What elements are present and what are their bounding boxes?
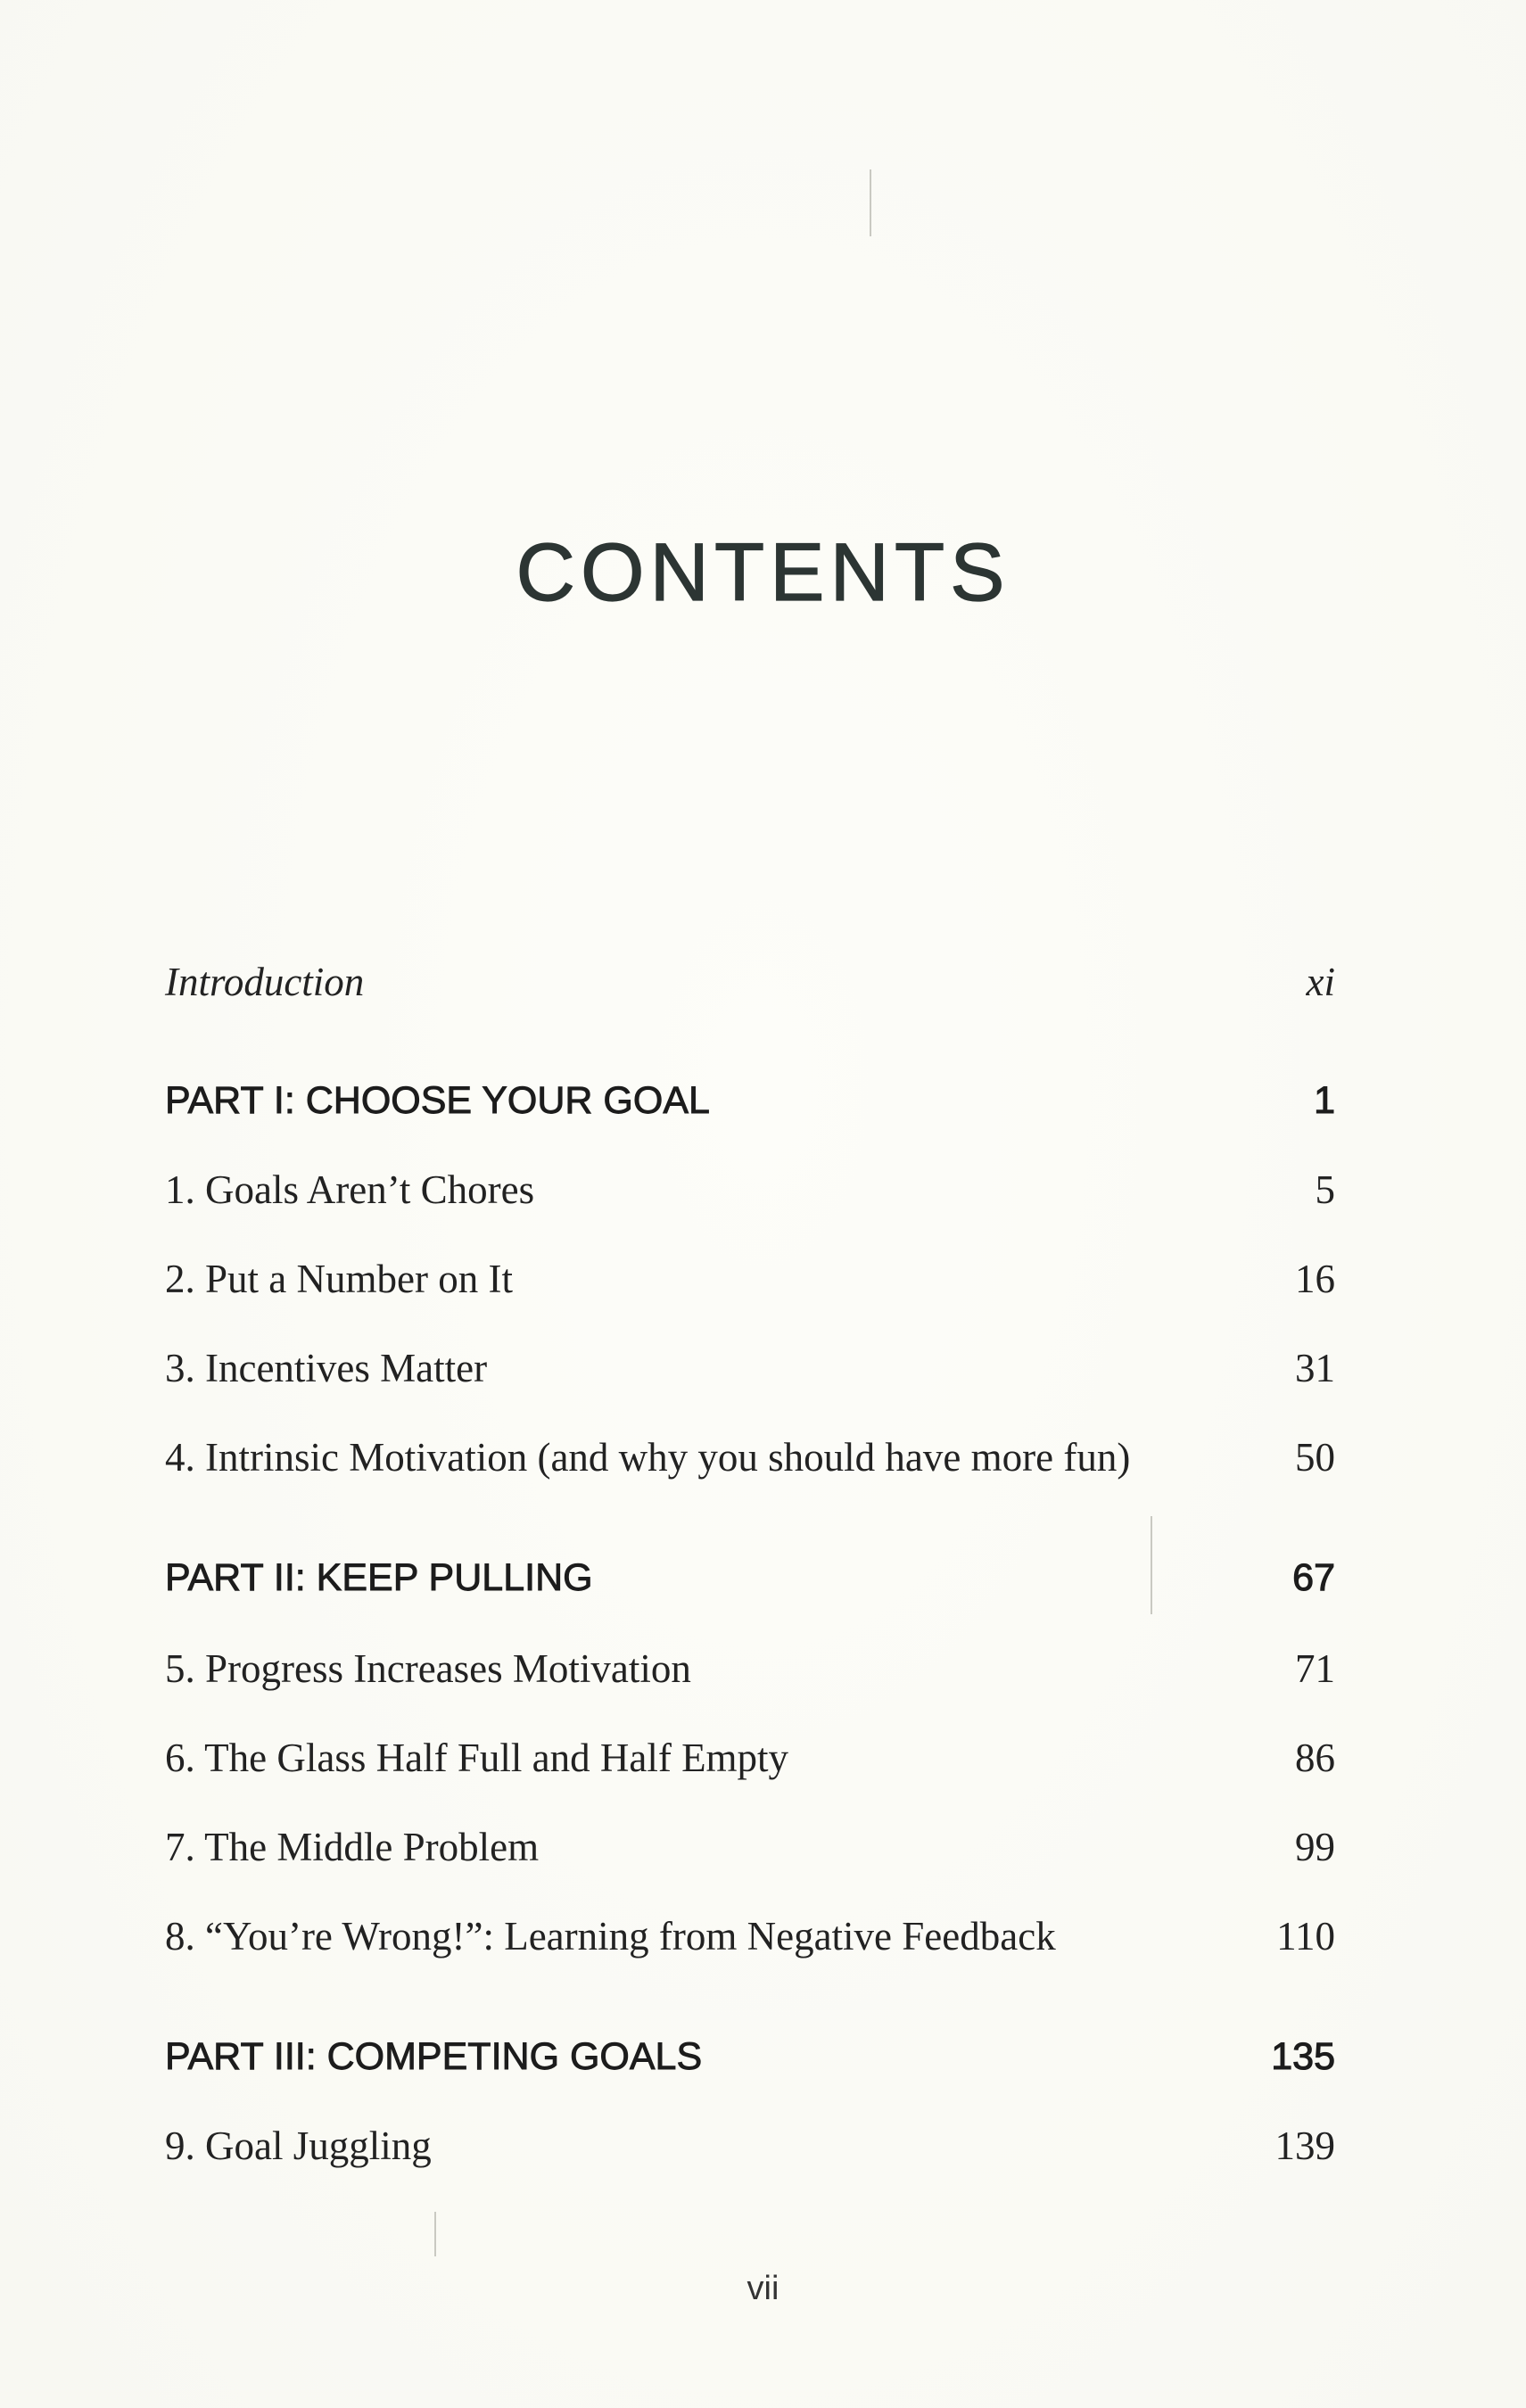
toc-chapter-label: 8. “You’re Wrong!”: Learning from Negative Feedback (165, 1914, 1056, 1959)
toc-chapter (165, 1824, 1335, 1886)
toc-part-label: PART III: COMPETING GOALS (165, 2035, 703, 2078)
toc-chapter (165, 1645, 1335, 1708)
toc-page-number: 1 (1314, 1079, 1335, 1122)
scan-artifact (870, 169, 871, 236)
toc-page-number: 16 (1295, 1257, 1335, 1301)
toc-chapter (165, 1913, 1335, 1975)
toc-chapter (165, 1167, 1335, 1229)
toc-page-number: 86 (1295, 1736, 1335, 1780)
toc-chapter-label: 5. Progress Increases Motivation (165, 1646, 691, 1691)
toc-chapter-label: 1. Goals Aren’t Chores (165, 1167, 535, 1212)
toc-page-number: 135 (1271, 2035, 1335, 2078)
toc-chapter (165, 1345, 1335, 1407)
toc-chapter (165, 2123, 1335, 2185)
toc-page-number: 139 (1274, 2123, 1335, 2168)
toc-page-number: 67 (1292, 1556, 1335, 1599)
toc-entry-introduction (165, 959, 1335, 1021)
toc-page-number: 99 (1295, 1825, 1335, 1869)
toc-chapter-label: 6. The Glass Half Full and Half Empty (165, 1736, 789, 1780)
toc-entry-label: Introduction (165, 960, 365, 1004)
toc-chapter-label: 9. Goal Juggling (165, 2123, 432, 2168)
toc-chapter (165, 1256, 1335, 1318)
toc-chapter-label: 4. Intrinsic Motivation (and why you should have more fun) (165, 1435, 1131, 1480)
toc-chapter-label: 3. Incentives Matter (165, 1346, 488, 1390)
toc-chapter-label: 2. Put a Number on It (165, 1257, 513, 1301)
toc-chapter (165, 1735, 1335, 1797)
toc-page-number: 5 (1315, 1167, 1335, 1212)
toc-part-label: PART I: CHOOSE YOUR GOAL (165, 1079, 710, 1122)
toc-page-number: xi (1306, 960, 1335, 1004)
toc-part-heading (165, 2035, 1335, 2098)
toc-page-number: 31 (1295, 1346, 1335, 1390)
page-title: CONTENTS (516, 527, 1010, 618)
page-folio: vii (747, 2270, 779, 2307)
toc-page-number: 110 (1276, 1914, 1335, 1959)
toc-part-heading (165, 1556, 1335, 1619)
scan-artifact (434, 2212, 436, 2256)
toc-chapter (165, 1434, 1335, 1497)
toc-part-heading (165, 1079, 1335, 1142)
toc-part-label: PART II: KEEP PULLING (165, 1556, 593, 1599)
toc-page-number: 71 (1295, 1646, 1335, 1691)
toc-page-number: 50 (1295, 1435, 1335, 1480)
toc-chapter-label: 7. The Middle Problem (165, 1825, 540, 1869)
